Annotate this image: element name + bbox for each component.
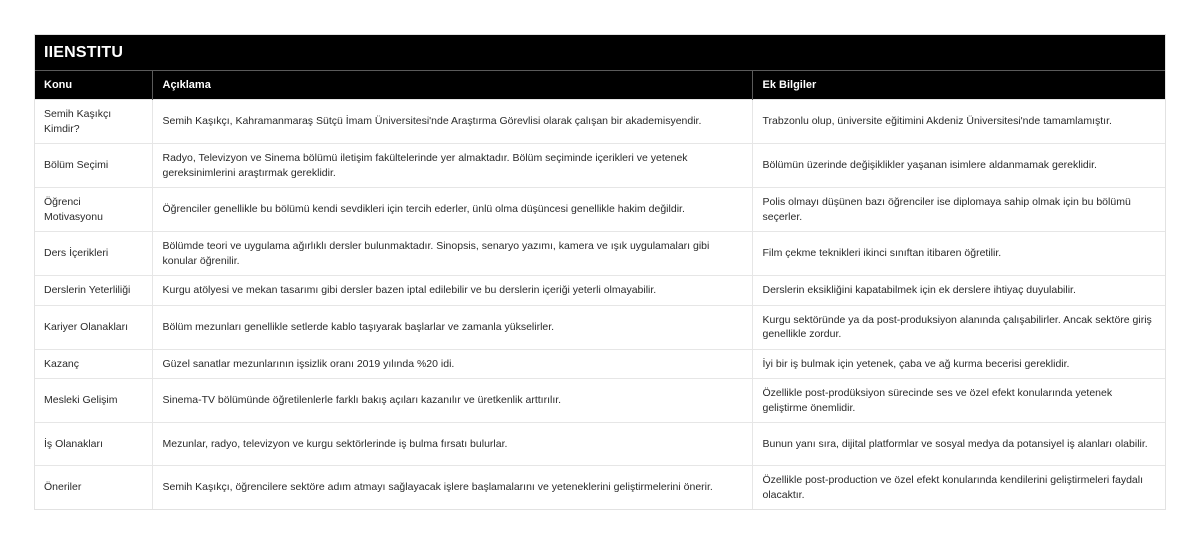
cell-description: Semih Kaşıkçı, öğrencilere sektöre adım atmayı sağlayacak işlere başlamalarını ve yeteneklerini geliştirmelerini önerir. [152, 466, 752, 510]
cell-extra-info: Özellikle post-production ve özel efekt konularında kendilerini geliştirmeleri faydalı olacaktır. [752, 466, 1165, 510]
cell-description: Kurgu atölyesi ve mekan tasarımı gibi dersler bazen iptal edilebilir ve bu derslerin içeriği yeterli olmayabilir. [152, 276, 752, 306]
brand-title: IIENSTITU [35, 35, 1165, 70]
cell-extra-info: Kurgu sektöründe ya da post-produksiyon alanında çalışabilirler. Ancak sektöre giriş genellikle zordur. [752, 305, 1165, 349]
cell-extra-info: Trabzonlu olup, üniversite eğitimini Akdeniz Üniversitesi'nde tamamlamıştır. [752, 100, 1165, 144]
cell-topic: Kazanç [35, 349, 152, 379]
table-row [35, 466, 1165, 510]
cell-description: Bölüm mezunları genellikle setlerde kablo taşıyarak başlarlar ve zamanla yükselirler. [152, 305, 752, 349]
cell-topic: Öneriler [35, 466, 152, 510]
table-row [35, 305, 1165, 349]
cell-description: Güzel sanatlar mezunlarının işsizlik oranı 2019 yılında %20 idi. [152, 349, 752, 379]
cell-description: Semih Kaşıkçı, Kahramanmaraş Sütçü İmam Üniversitesi'nde Araştırma Görevlisi olarak çalışan bir akademisyendir. [152, 100, 752, 144]
table-header-row [35, 71, 1165, 100]
cell-description: Öğrenciler genellikle bu bölümü kendi sevdikleri için tercih ederler, ünlü olma düşüncesi genellikle hakim değildir. [152, 188, 752, 232]
table-row [35, 423, 1165, 466]
cell-topic: İş Olanakları [35, 423, 152, 466]
cell-description: Radyo, Televizyon ve Sinema bölümü iletişim fakültelerinde yer almaktadır. Bölüm seçiminde içerikleri ve yetenek gereksinimlerini araştırmak gereklidir. [152, 144, 752, 188]
cell-extra-info: İyi bir iş bulmak için yetenek, çaba ve ağ kurma becerisi gereklidir. [752, 349, 1165, 379]
cell-topic: Öğrenci Motivasyonu [35, 188, 152, 232]
cell-extra-info: Bunun yanı sıra, dijital platformlar ve sosyal medya da potansiyel iş alanları olabilir. [752, 423, 1165, 466]
column-header-ek-bilgiler: Ek Bilgiler [752, 71, 1165, 100]
table-row [35, 144, 1165, 188]
cell-description: Mezunlar, radyo, televizyon ve kurgu sektörlerinde iş bulma fırsatı bulurlar. [152, 423, 752, 466]
cell-topic: Kariyer Olanakları [35, 305, 152, 349]
cell-topic: Ders İçerikleri [35, 232, 152, 276]
table-row [35, 188, 1165, 232]
cell-topic: Mesleki Gelişim [35, 379, 152, 423]
cell-topic: Semih Kaşıkçı Kimdir? [35, 100, 152, 144]
cell-description: Bölümde teori ve uygulama ağırlıklı dersler bulunmaktadır. Sinopsis, senaryo yazımı, kamera ve ışık uygulamaları gibi konular öğrenilir. [152, 232, 752, 276]
table-row [35, 232, 1165, 276]
cell-topic: Derslerin Yeterliliği [35, 276, 152, 306]
column-header-konu: Konu [35, 71, 152, 100]
cell-extra-info: Polis olmayı düşünen bazı öğrenciler ise diplomaya sahip olmak için bu bölümü seçerler. [752, 188, 1165, 232]
cell-description: Sinema-TV bölümünde öğretilenlerle farklı bakış açıları kazanılır ve üretkenlik arttırılır. [152, 379, 752, 423]
table-row [35, 379, 1165, 423]
info-table [35, 70, 1165, 509]
cell-extra-info: Bölümün üzerinde değişiklikler yaşanan isimlere aldanmamak gereklidir. [752, 144, 1165, 188]
table-row [35, 276, 1165, 306]
table-row [35, 100, 1165, 144]
column-header-aciklama: Açıklama [152, 71, 752, 100]
cell-extra-info: Özellikle post-prodüksiyon sürecinde ses ve özel efekt konularında yetenek geliştirme önemlidir. [752, 379, 1165, 423]
cell-extra-info: Film çekme teknikleri ikinci sınıftan itibaren öğretilir. [752, 232, 1165, 276]
cell-topic: Bölüm Seçimi [35, 144, 152, 188]
table-row [35, 349, 1165, 379]
info-table-container [34, 34, 1166, 510]
cell-extra-info: Derslerin eksikliğini kapatabilmek için ek derslere ihtiyaç duyulabilir. [752, 276, 1165, 306]
